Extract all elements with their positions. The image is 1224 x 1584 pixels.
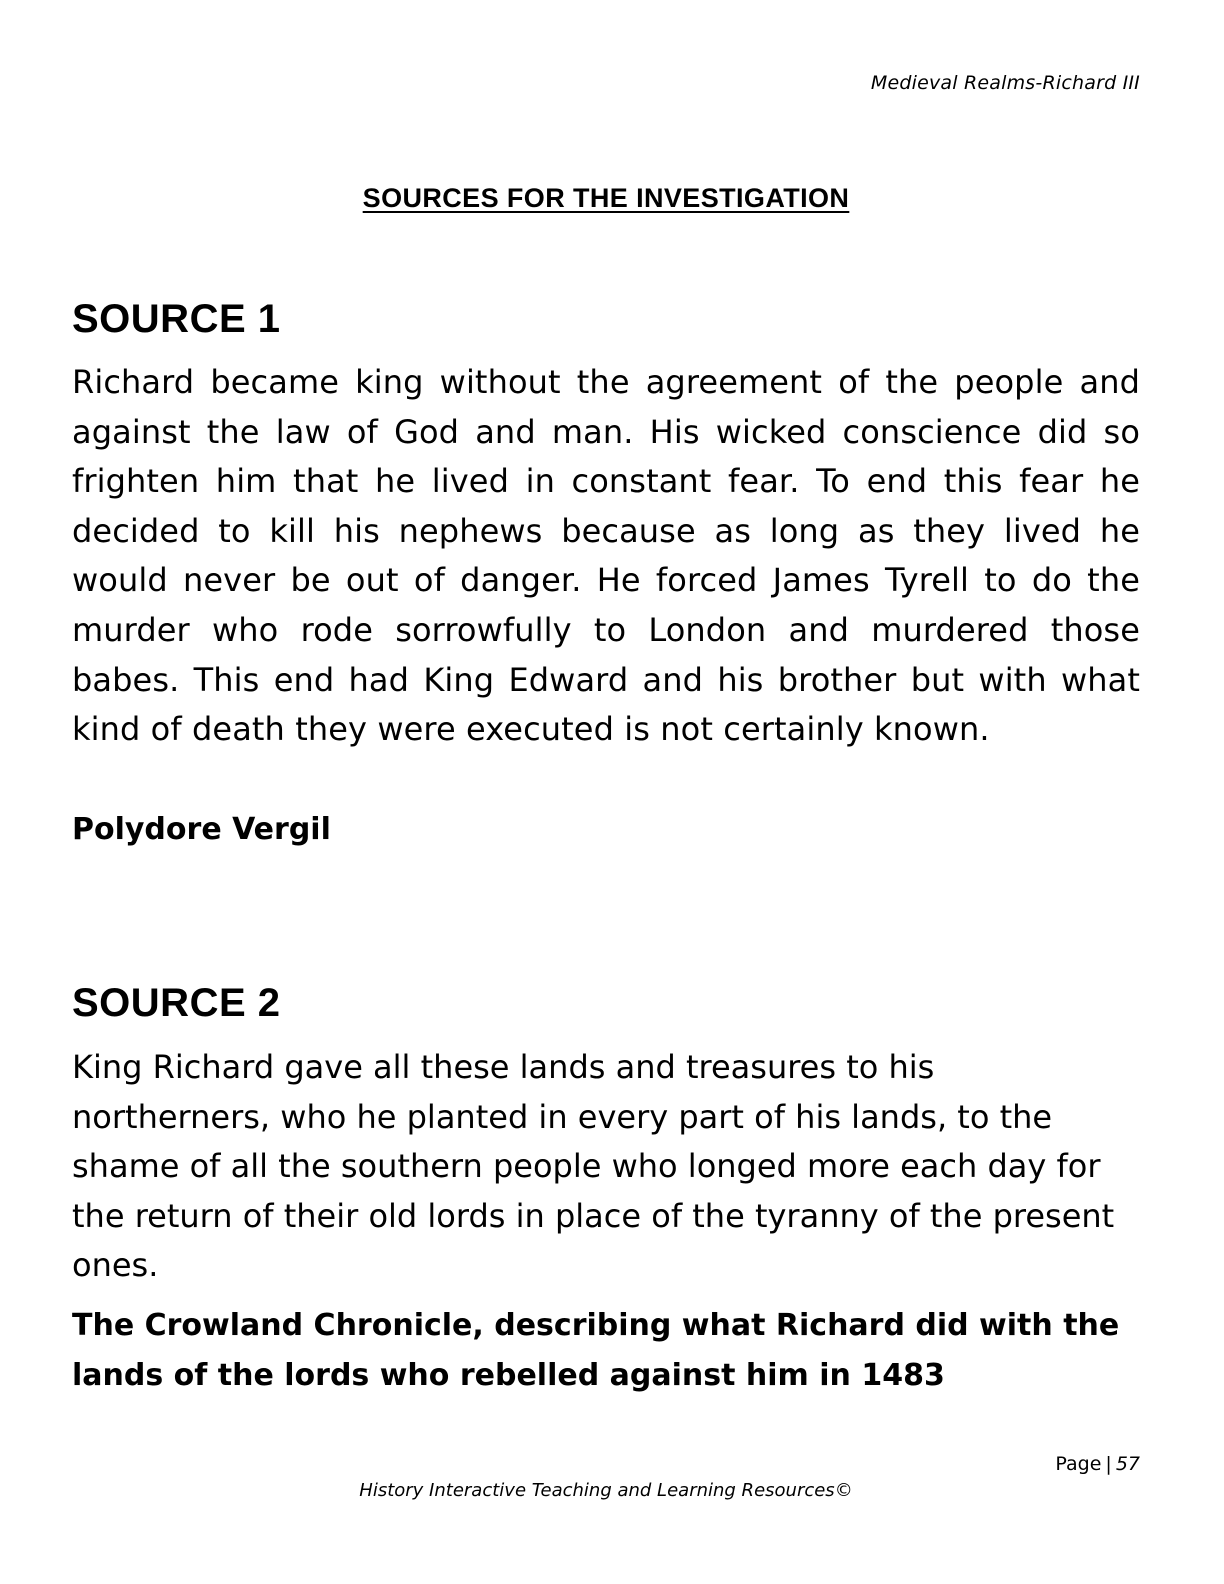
page-number-label: Page <box>1055 1453 1102 1475</box>
source-2-attribution: The Crowland Chronicle, describing what Richard did with the lands of the lords who rebelled against him in 1483 <box>72 1308 1120 1393</box>
page-number-value: 57 <box>1115 1453 1140 1475</box>
source-2-body: King Richard gave all these lands and treasures to his northerners, who he planted in every part of his lands, to the shame of all the southern people who longed more each day for the return of their old lords in place of the tyranny of the present ones. <box>72 1048 1115 1285</box>
page-heading: SOURCES FOR THE INVESTIGATION <box>362 183 850 213</box>
footer-credit: History Interactive Teaching and Learning Resources© <box>359 1480 853 1501</box>
source-1-title: SOURCE 1 <box>72 297 281 341</box>
page-number-separator: | <box>1105 1453 1112 1475</box>
source-1-attribution: Polydore Vergil <box>72 812 331 847</box>
source-2-title: SOURCE 2 <box>72 981 281 1025</box>
running-header: Medieval Realms-Richard III <box>870 72 1140 94</box>
source-1-body: Richard became king without the agreement of the people and against the law of God and man. His wicked conscience did so frighten him that he lived in constant fear. To end this fear he decided to kill his nephews because as long as they lived he would never be out of danger. He forced James Tyrell to do the murder who rode sorrowfully to London and murdered those babes. This end had King Edward and his brother but with what kind of death they were executed is not certainly known. <box>72 363 1140 749</box>
page-number <box>1055 1453 1140 1475</box>
